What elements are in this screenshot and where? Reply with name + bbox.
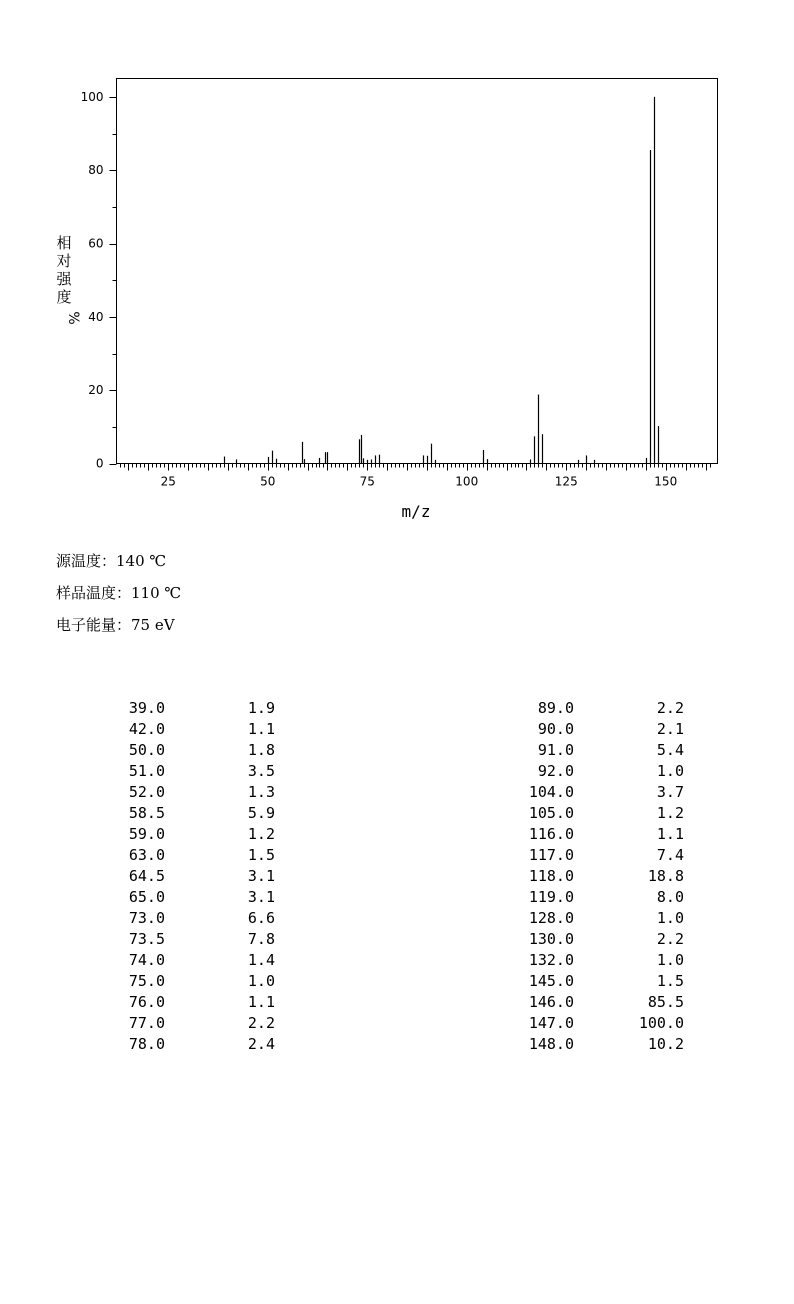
peak-table-left [110,698,275,1055]
peak-row [110,1013,275,1034]
peak-row [110,908,275,929]
peak-abundance: 2.1 [656,720,684,738]
y-axis [81,90,117,471]
peak-abundance: 7.8 [247,930,275,948]
peak-mz: 58.5 [128,804,165,822]
peak-row [500,929,684,950]
peak-row [500,1013,684,1034]
peak-abundance: 2.2 [656,930,684,948]
peak-abundance: 1.2 [656,804,684,822]
peak-abundance: 1.1 [247,720,275,738]
peak-mz: 128.0 [528,909,574,927]
peak-row [110,929,275,950]
x-axis [121,464,711,489]
peak-row [500,719,684,740]
peak-row [500,866,684,887]
peak-mz: 63.0 [128,846,165,864]
peak-mz: 90.0 [537,720,574,738]
peak-row [500,824,684,845]
plot-frame [117,79,718,464]
peak-row [500,887,684,908]
peak-row [500,698,684,719]
y-label-char: 强 [56,270,72,288]
source-temperature: 源温度：140 ℃ [56,552,167,570]
peak-abundance: 1.1 [656,825,684,843]
peak-abundance: 1.3 [247,783,275,801]
y-tick-label: 60 [88,236,104,251]
peak-abundance: 7.4 [656,846,684,864]
peak-abundance: 3.5 [247,762,275,780]
peak-abundance: 2.2 [247,1014,275,1032]
peak-row [110,782,275,803]
peak-mz: 42.0 [128,720,165,738]
peak-row [110,971,275,992]
peak-abundance: 1.2 [247,825,275,843]
peak-row [110,719,275,740]
peak-mz: 52.0 [128,783,165,801]
peak-mz: 39.0 [128,699,165,717]
peak-row [110,803,275,824]
peak-row [110,740,275,761]
peak-mz: 59.0 [128,825,165,843]
peak-mz: 91.0 [537,741,574,759]
peak-abundance: 1.9 [247,699,275,717]
y-axis-label [56,234,81,325]
peak-abundance: 85.5 [647,993,684,1011]
peak-abundance: 10.2 [647,1035,684,1053]
peak-abundance: 18.8 [647,867,684,885]
x-tick-label: 100 [455,474,479,489]
y-tick-label: 20 [88,383,104,398]
sample-temperature: 样品温度：110 ℃ [56,584,182,602]
peak-abundance: 3.1 [247,867,275,885]
peak-mz: 78.0 [128,1035,165,1053]
x-tick-label: 25 [160,474,176,489]
spectrum-bars [225,97,659,464]
peak-mz: 65.0 [128,888,165,906]
peak-abundance: 100.0 [638,1014,684,1032]
peak-abundance: 3.7 [656,783,684,801]
peak-mz: 145.0 [528,972,574,990]
peak-abundance: 5.4 [656,741,684,759]
peak-row [110,761,275,782]
y-tick-label: 0 [95,456,104,471]
peak-row [110,824,275,845]
y-tick-label: 80 [88,163,104,178]
peak-row [110,1034,275,1055]
peak-mz: 76.0 [128,993,165,1011]
y-tick-label: 40 [88,309,104,324]
peak-row [500,992,684,1013]
peak-abundance: 1.0 [656,909,684,927]
peak-mz: 147.0 [528,1014,574,1032]
peak-row [110,866,275,887]
peak-row [500,845,684,866]
peak-abundance: 1.1 [247,993,275,1011]
x-tick-label: 50 [260,474,276,489]
peak-abundance: 1.8 [247,741,275,759]
peak-row [500,761,684,782]
peak-row [500,782,684,803]
peak-mz: 74.0 [128,951,165,969]
peak-row [500,908,684,929]
peak-abundance: 1.0 [247,972,275,990]
peak-abundance: 8.0 [656,888,684,906]
y-label-unit: % [65,311,81,325]
peak-mz: 146.0 [528,993,574,1011]
peak-abundance: 3.1 [247,888,275,906]
y-label-char: 对 [56,252,72,270]
peak-row [500,803,684,824]
peak-row [110,845,275,866]
peak-abundance: 6.6 [247,909,275,927]
x-tick-label: 125 [554,474,578,489]
peak-mz: 119.0 [528,888,574,906]
x-tick-label: 150 [654,474,678,489]
peak-row [110,950,275,971]
peak-abundance: 1.4 [247,951,275,969]
peak-row [500,971,684,992]
peak-mz: 130.0 [528,930,574,948]
peak-row [500,1034,684,1055]
y-tick-label: 100 [80,89,104,104]
peak-mz: 75.0 [128,972,165,990]
y-label-char: 度 [56,288,72,306]
x-tick-label: 75 [359,474,375,489]
peak-table-right [500,698,684,1055]
peak-abundance: 1.5 [656,972,684,990]
y-label-char: 相 [56,234,72,252]
peak-row [110,698,275,719]
peak-mz: 118.0 [528,867,574,885]
peak-mz: 116.0 [528,825,574,843]
peak-abundance: 5.9 [247,804,275,822]
peak-row [110,887,275,908]
peak-abundance: 1.0 [656,951,684,969]
peak-row [500,740,684,761]
x-axis-label: m/z [401,502,431,521]
peak-mz: 89.0 [537,699,574,717]
peak-mz: 104.0 [528,783,574,801]
electron-energy: 电子能量：75 eV [56,616,175,634]
peak-mz: 51.0 [128,762,165,780]
peak-abundance: 1.0 [656,762,684,780]
peak-mz: 148.0 [528,1035,574,1053]
peak-mz: 77.0 [128,1014,165,1032]
mass-spectrum-chart [0,0,794,540]
peak-mz: 50.0 [128,741,165,759]
peak-mz: 117.0 [528,846,574,864]
peak-mz: 73.5 [128,930,165,948]
peak-mz: 92.0 [537,762,574,780]
peak-mz: 105.0 [528,804,574,822]
peak-abundance: 2.2 [656,699,684,717]
peak-mz: 64.5 [128,867,165,885]
peak-row [110,992,275,1013]
peak-abundance: 2.4 [247,1035,275,1053]
peak-abundance: 1.5 [247,846,275,864]
peak-mz: 73.0 [128,909,165,927]
peak-mz: 132.0 [528,951,574,969]
peak-row [500,950,684,971]
